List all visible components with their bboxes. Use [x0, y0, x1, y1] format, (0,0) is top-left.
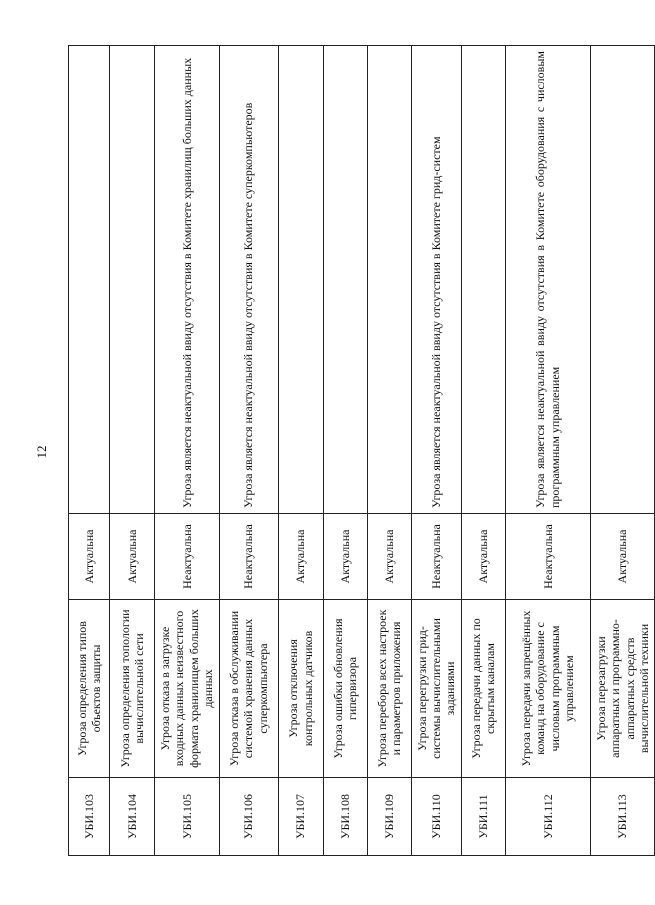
- threat-status: Актуальна: [278, 514, 323, 600]
- threat-name: Угроза отказа в загрузке входных данных неизвестного формата хранилищем больших данных: [155, 600, 220, 778]
- table-row: [69, 46, 110, 856]
- threat-name: Угроза перегрузки грид-системы вычислительными заданиями: [411, 600, 461, 778]
- threat-name: Угроза определения топологии вычислительной сети: [110, 600, 155, 778]
- threat-name: Угроза перезагрузки аппаратных и программно-аппаратных средств вычислительной техники: [590, 600, 655, 778]
- table-row: [110, 46, 155, 856]
- threat-status: Актуальна: [110, 514, 155, 600]
- table-row: [590, 46, 655, 856]
- threat-note: Угроза является неактуальной ввиду отсутствия в Комитете суперкомпьютеров: [219, 46, 278, 514]
- threat-note: Угроза является неактуальной ввиду отсутствия в Комитете хранилищ больших данных: [155, 46, 220, 514]
- table-row: [367, 46, 411, 856]
- threat-note: Угроза является неактуальной ввиду отсутствия в Комитете грид-систем: [411, 46, 461, 514]
- threat-table: [68, 45, 655, 856]
- table-row: [278, 46, 323, 856]
- threat-note: [323, 46, 367, 514]
- threat-code: УБИ.111: [461, 778, 505, 856]
- rotated-table-container: [68, 46, 651, 856]
- threat-name: Угроза ошибки обновления гипервизора: [323, 600, 367, 778]
- threat-name: Угроза отказа в обслуживании системой хранения данных суперкомпьютера: [219, 600, 278, 778]
- table-row: [461, 46, 505, 856]
- threat-status: Актуальна: [367, 514, 411, 600]
- threat-name: Угроза отключения контрольных датчиков: [278, 600, 323, 778]
- threat-code: УБИ.109: [367, 778, 411, 856]
- table-row: [219, 46, 278, 856]
- threat-code: УБИ.104: [110, 778, 155, 856]
- threat-code: УБИ.112: [505, 778, 590, 856]
- threat-status: Неактуальна: [155, 514, 220, 600]
- threat-name: Угроза передачи запрещённых команд на оборудование с числовым программным управлением: [505, 600, 590, 778]
- table-row: [411, 46, 461, 856]
- page-number: 12: [34, 445, 49, 459]
- threat-code: УБИ.106: [219, 778, 278, 856]
- threat-note: [590, 46, 655, 514]
- threat-status: Неактуальна: [505, 514, 590, 600]
- threat-note: [278, 46, 323, 514]
- threat-code: УБИ.108: [323, 778, 367, 856]
- threat-status: Неактуальна: [411, 514, 461, 600]
- threat-note: [461, 46, 505, 514]
- threat-status: Актуальна: [323, 514, 367, 600]
- threat-code: УБИ.103: [69, 778, 110, 856]
- threat-code: УБИ.110: [411, 778, 461, 856]
- threat-note: [367, 46, 411, 514]
- threat-code: УБИ.113: [590, 778, 655, 856]
- threat-note: Угроза является неактуальной ввиду отсутствия в Комитете оборудования с числовым программным управлением: [505, 46, 590, 514]
- threat-name: Угроза перебора всех настроек и параметров приложения: [367, 600, 411, 778]
- threat-status: Актуальна: [69, 514, 110, 600]
- threat-status: Актуальна: [461, 514, 505, 600]
- threat-status: Неактуальна: [219, 514, 278, 600]
- threat-name: Угроза передачи данных по скрытым каналам: [461, 600, 505, 778]
- threat-code: УБИ.107: [278, 778, 323, 856]
- threat-status: Актуальна: [590, 514, 655, 600]
- threat-note: [69, 46, 110, 514]
- threat-name: Угроза определения типов объектов защиты: [69, 600, 110, 778]
- threat-note: [110, 46, 155, 514]
- threat-code: УБИ.105: [155, 778, 220, 856]
- table-row: [323, 46, 367, 856]
- table-row: [155, 46, 220, 856]
- table-row: [505, 46, 590, 856]
